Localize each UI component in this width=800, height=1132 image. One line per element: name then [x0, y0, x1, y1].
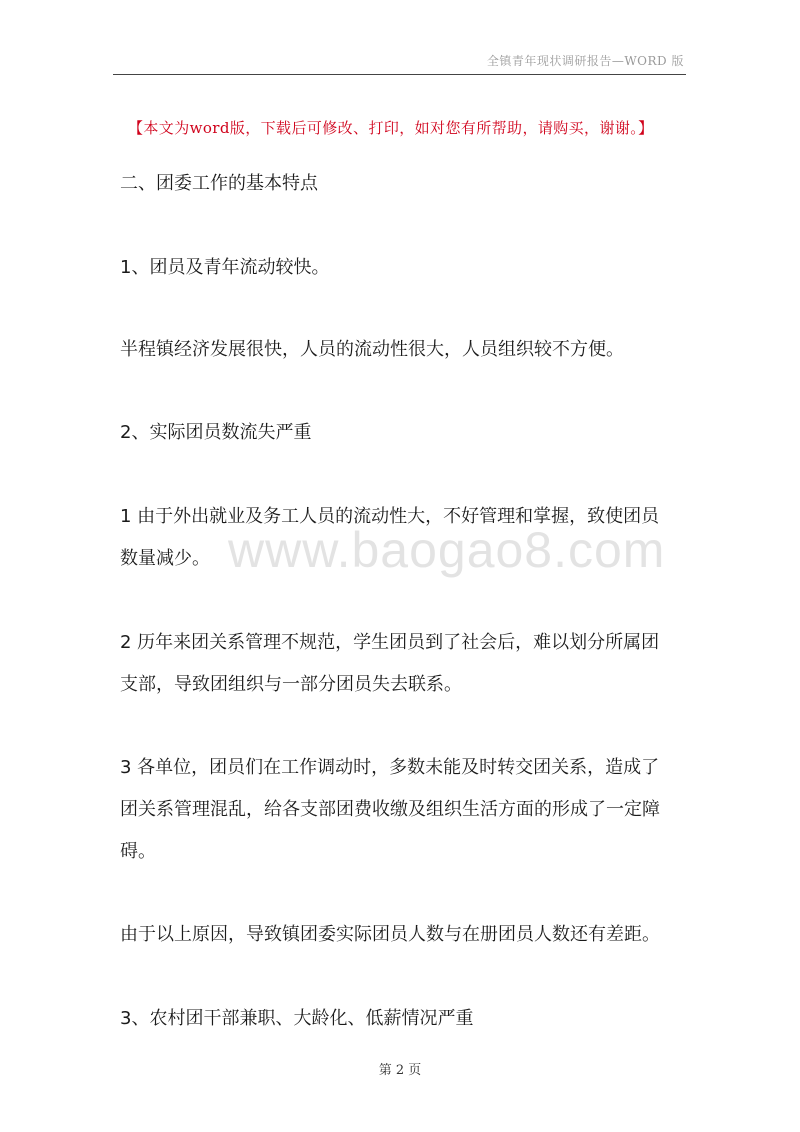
subheading-3: 3、农村团干部兼职、大龄化、低薪情况严重: [120, 1008, 474, 1029]
purchase-notice: 【本文为word版，下载后可修改、打印，如对您有所帮助，请购买，谢谢。】: [128, 119, 654, 137]
paragraph-line: 数量减少。: [120, 548, 210, 569]
subheading-2: 2、实际团员数流失严重: [120, 422, 312, 443]
page-header-title: 全镇青年现状调研报告—WORD 版: [486, 54, 684, 68]
paragraph-line: 1 由于外出就业及务工人员的流动性大，不好管理和掌握，致使团员: [120, 506, 660, 527]
paragraph-line: 团关系管理混乱，给各支部团费收缴及组织生活方面的形成了一定障: [120, 799, 660, 820]
paragraph-line: 支部，导致团组织与一部分团员失去联系。: [120, 674, 462, 695]
subheading-1: 1、团员及青年流动较快。: [120, 257, 330, 278]
section-heading: 二、团委工作的基本特点: [120, 173, 318, 194]
paragraph-line: 碍。: [120, 841, 156, 862]
page-number: 第 2 页: [378, 1063, 422, 1078]
header-divider: [113, 74, 686, 75]
paragraph: 半程镇经济发展很快，人员的流动性很大，人员组织较不方便。: [120, 339, 624, 360]
paragraph: 由于以上原因，导致镇团委实际团员人数与在册团员人数还有差距。: [120, 924, 660, 945]
paragraph-line: 3 各单位，团员们在工作调动时，多数未能及时转交团关系，造成了: [120, 757, 660, 778]
watermark-text: www.baogao8.com: [228, 522, 666, 578]
paragraph-line: 2 历年来团关系管理不规范，学生团员到了社会后，难以划分所属团: [120, 632, 660, 653]
